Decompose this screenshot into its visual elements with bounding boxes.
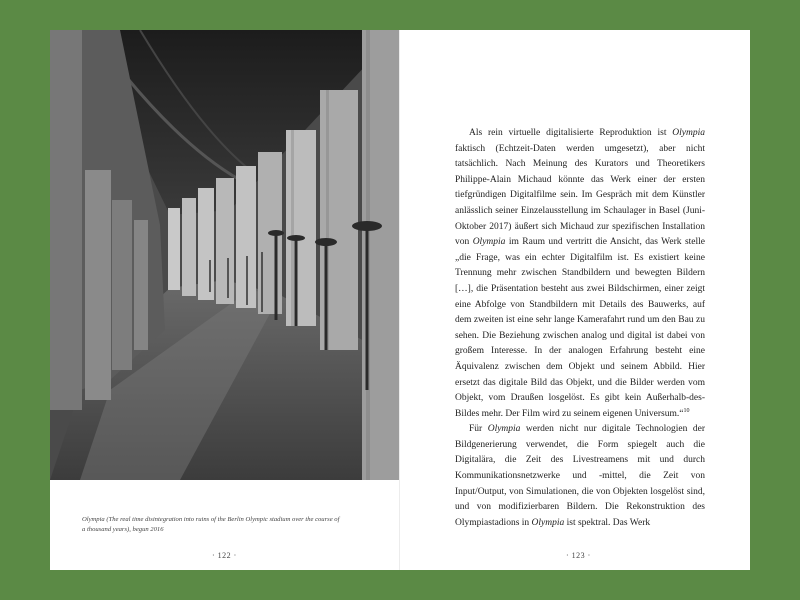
photo-caption: [82, 515, 342, 535]
right-page: [400, 30, 750, 570]
page-number-right: · 123 ·: [566, 551, 591, 560]
left-page: [50, 30, 400, 570]
paragraph-1: Als rein virtuelle digitalisierte Reproduktion ist Olympia faktisch (Echtzeit-Daten werden umgesetzt), aber nicht tatsächlich. Nach Meinung des Kurators und Theoretikers Philippe-Alain Michaud könnte das Werk einer der ersten tiefgründigen Digitalfilme sein. Im Gespräch mit dem Künstler anlässlich seiner Einzelausstellung im Schaulager in Basel (Juni-Oktober 2017) äußert sich Michaud zur spezifischen Installation von Olympia im Raum und vertritt die Ansicht, das Werk stelle „die Frage, was ein echter Digitalfilm ist. Es existiert keine Trennung mehr zwischen Standbildern und bewegten Bildern […], die Präsentation besteht aus zwei Bildschirmen, einer zeigt eine Abfolge von Standbildern mit Details des Bauwerks, auf dem zweiten ist eine sehr lange Kamerafahrt rund um den Bau zu sehen. Die Beziehung zwischen analog und digital ist dabei von großem Interesse. In der analogen Erfahrung besteht eine Äquivalenz zwischen dem Objekt und seinem Abbild. Hier ersetzt das digitale Bild das Objekt, und die Bilder werden vom Objekt, vom Draußen losgelöst. Es gibt kein Außerhalb-des-Bildes mehr. Der Film wird zu seinem eigenen Universum.“$^{10}$: [455, 128, 705, 419]
caption-text: (The real time disintegration into ruins of the Berlin Olympic stadium over the course of a thousand years), begun 2016: [82, 516, 340, 533]
caption-title: Olympia: [82, 516, 105, 523]
page-number-left: · 122 ·: [212, 551, 237, 560]
paragraph-2: Für Olympia werden nicht nur digitale Technologien der Bildgenerierung verwendet, die Form spiegelt auch die Digitalära, die Zeit des Livestreamens mit und durch Kommunikationsnetzwerke und -mittel, die Zeit von Input/Output, von Simulationen, die von Objekten losgelöst sind, und von modifizierbaren Bildern. Die Rekonstruktion des Olympiastadions in Olympia ist spektral. Das Werk: [455, 424, 706, 528]
footnote-marker: 10: [683, 407, 690, 414]
colonnade-photo: [50, 30, 399, 480]
body-text: [455, 126, 705, 531]
